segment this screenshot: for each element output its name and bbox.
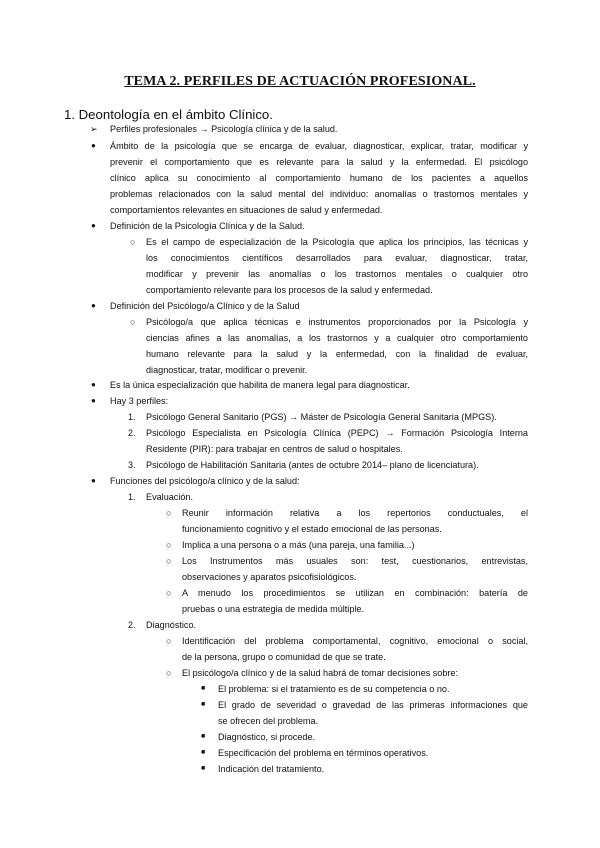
bullet: ●	[91, 141, 96, 150]
perfil-item-2-line: Residente (PIR): para trabajar en centros de salud o hospitales.	[146, 444, 403, 454]
list-item-funciones: Funciones del psicólogo/a clínico y de la salud:	[110, 476, 300, 486]
bullet: ●	[91, 221, 96, 230]
eval-sub-line: Reunir información relativa a los repertorios conductuales, el	[182, 508, 528, 518]
decision-item: Diagnóstico, si procede.	[218, 732, 316, 742]
circle-bullet: ○	[166, 588, 172, 598]
list-item-unica: Es la única especialización que habilita de manera legal para diagnosticar.	[110, 380, 410, 390]
sub-item-line: comportamiento relevante para los procesos de la salud y enfermedad.	[146, 285, 433, 295]
circle-bullet: ○	[130, 317, 136, 327]
circle-bullet: ○	[130, 237, 136, 247]
decision-item: Especificación del problema en términos operativos.	[218, 748, 429, 758]
page-title: TEMA 2. PERFILES DE ACTUACIÓN PROFESIONAL.	[124, 74, 476, 89]
perfil-item-2-line: Psicólogo Especialista en Psicología Clínica (PEPC) → Formación Psicología Interna	[146, 428, 528, 438]
decision-item: Indicación del tratamiento.	[218, 764, 325, 774]
square-bullet: ■	[201, 765, 206, 772]
sub-item-line: modificar y prevenir las anomalías o los trastornos mentales o cualquier otro	[146, 269, 528, 279]
bullet: ●	[91, 380, 96, 389]
number-marker: 1.	[128, 412, 136, 422]
perfil-item-3: Psicólogo de Habilitación Sanitaria (antes de octubre 2014– plano de licenciatura).	[146, 460, 479, 470]
eval-sub-line: pruebas o una estrategia de medida múltiple.	[182, 604, 364, 614]
sub-item-line: Es el campo de especialización de la Psicología que aplica los principios, las técnicas y	[146, 237, 528, 247]
list-item-ambito-line: comportamientos relevantes en situaciones de salud y enfermedad.	[110, 205, 383, 215]
circle-bullet: ○	[166, 508, 172, 518]
bullet: ●	[91, 301, 96, 310]
list-item-hay3: Hay 3 perfiles:	[110, 396, 169, 406]
number-marker: 3.	[128, 460, 136, 470]
diag-sub-line: de la persona, grupo o comunidad de que se trate.	[182, 652, 386, 662]
sub-item-line: diagnosticar, tratar, modificar o prevenir.	[146, 365, 308, 375]
bullet: ●	[91, 476, 96, 485]
decision-item: El grado de severidad o gravedad de las primeras informaciones que	[218, 700, 528, 710]
diag-sub-line: Identificación del problema comportamental, cognitivo, emocional o social,	[182, 636, 528, 646]
list-item-perfiles: Perfiles profesionales → Psicología clínica y de la salud.	[110, 124, 338, 134]
list-item-ambito-line: problemas relacionados con la salud mental del individuo: anomalías o trastornos mentales y	[110, 189, 528, 199]
diag-sub-line: El psicólogo/a clínico y de la salud habrá de tomar decisiones sobre:	[182, 668, 459, 678]
circle-bullet: ○	[166, 556, 172, 566]
bullet: ●	[91, 396, 96, 405]
circle-bullet: ○	[166, 540, 172, 550]
eval-sub-line: Los Instrumentos más usuales son: test, cuestionarios, entrevistas,	[182, 556, 528, 566]
sub-item-line: los conocimientos científicos desarrollados para evaluar, diagnosticar, tratar,	[146, 253, 528, 263]
funcion-evaluacion: Evaluación.	[146, 492, 194, 502]
square-bullet: ■	[201, 733, 206, 740]
list-item-def-psicologia: Definición de la Psicología Clínica y de la Salud.	[110, 221, 305, 231]
decision-item: se ofrecen del problema.	[218, 716, 319, 726]
funcion-diagnostico: Diagnóstico.	[146, 620, 197, 630]
perfil-item-1: Psicólogo General Sanitario (PGS) → Máster de Psicología General Sanitaria (MPGS).	[146, 412, 497, 422]
eval-sub-line: funcionamiento cognitivo y el estado emocional de las personas.	[182, 524, 442, 534]
square-bullet: ■	[201, 701, 206, 708]
square-bullet: ■	[201, 749, 206, 756]
number-marker: 2.	[128, 428, 136, 438]
list-item-ambito-line: clínico aplica su conocimiento al comportamiento humano de los pacientes a aquellos	[110, 173, 528, 183]
sub-item-line: ciencias afines a las anomalías, a los trastornos y a cualquier otro comportamiento	[146, 333, 528, 343]
eval-sub-line: A menudo los procedimientos se utilizan en combinación: batería de	[182, 588, 528, 598]
section-heading: 1. Deontología en el ámbito Clínico.	[64, 107, 273, 122]
circle-bullet: ○	[166, 668, 172, 678]
arrow-bullet: ➢	[90, 124, 98, 134]
number-marker: 1.	[128, 492, 136, 502]
number-marker: 2.	[128, 620, 136, 630]
sub-item-line: Psicólogo/a que aplica técnicas e instrumentos proporcionados por la Psicología y	[146, 317, 528, 327]
eval-sub-line: Implica a una persona o a más (una pareja, una familia...)	[182, 540, 415, 550]
decision-item: El problema: si el tratamiento es de su competencia o no.	[218, 684, 450, 694]
eval-sub-line: observaciones y aparatos psicofisiológicos.	[182, 572, 357, 582]
square-bullet: ■	[201, 685, 206, 692]
circle-bullet: ○	[166, 636, 172, 646]
list-item-ambito-line: prevenir el comportamiento que es relevante para la salud y la enfermedad. El psicólogo	[110, 157, 528, 167]
list-item-ambito-line: Ámbito de la psicología que se encarga de evaluar, diagnosticar, explicar, tratar, modificar y	[110, 141, 528, 151]
list-item-def-psicologo: Definición del Psicólogo/a Clínico y de la Salud	[110, 301, 300, 311]
sub-item-line: humano relevante para la salud y la enfermedad, con la finalidad de evaluar,	[146, 349, 528, 359]
